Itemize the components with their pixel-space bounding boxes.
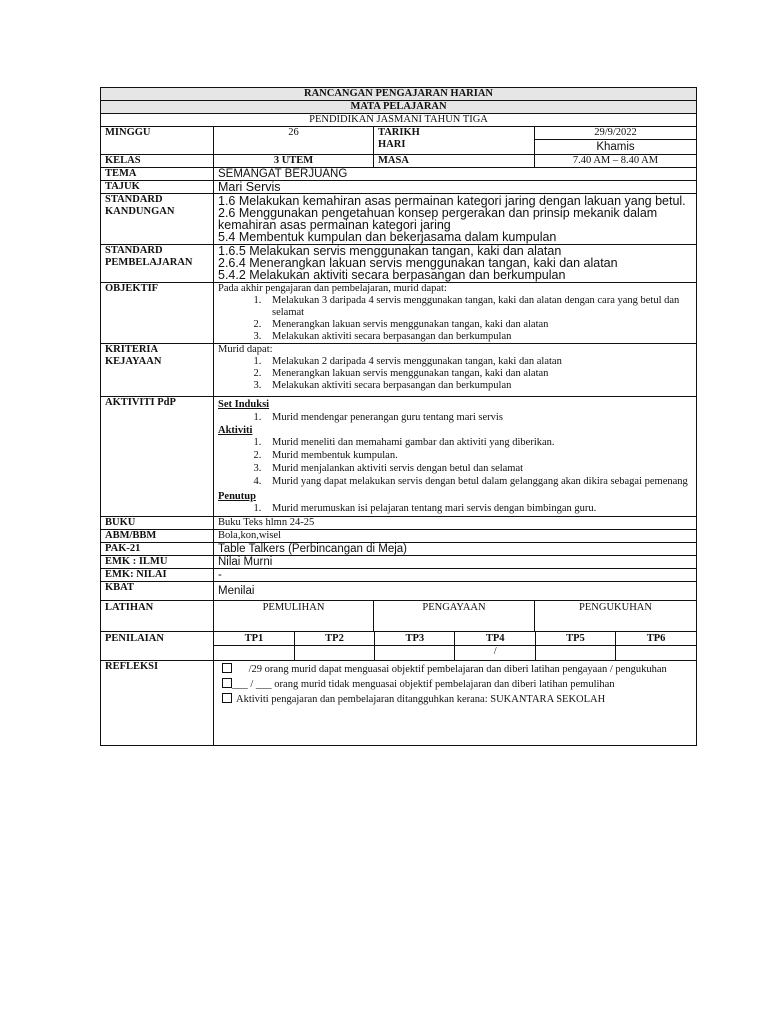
pak21-row: [101, 543, 697, 556]
tajuk-row: [101, 181, 697, 194]
tp-header: TP2: [294, 632, 374, 646]
penilaian-row: [101, 632, 697, 661]
latihan-label: LATIHAN: [101, 601, 214, 632]
kelas-row: [101, 155, 697, 168]
list-item: 2. Menerangkan lakuan servis menggunakan tangan, kaki dan alatan: [264, 319, 692, 331]
standard-kandungan-item: 5.4 Membentuk kumpulan dan bekerjasama dalam kumpulan: [218, 230, 557, 244]
list-item: 4. Murid yang dapat melakukan servis dengan betul dalam gelanggang akan dikira sebagai pemenang: [264, 476, 692, 489]
checkbox-icon[interactable]: [222, 678, 232, 688]
emk-ilmu-label: EMK : ILMU: [101, 556, 214, 569]
objektif-list: [218, 295, 692, 343]
tp-header: TP4: [455, 632, 535, 646]
list-item: 2. Menerangkan lakuan servis menggunakan tangan, kaki dan alatan: [264, 368, 692, 380]
table-row: [214, 646, 696, 661]
minggu-row: [101, 127, 697, 155]
tp-mark: [535, 646, 615, 661]
refleksi-line: [222, 693, 690, 706]
aktiviti-heading: Aktiviti: [218, 424, 253, 436]
table-row: [214, 632, 696, 646]
standard-pembelajaran-item: 1.6.5 Melakukan servis menggunakan tangan, kaki dan alatan: [218, 244, 562, 258]
kriteria-label: KRITERIA KEJAYAAN: [101, 344, 214, 397]
latihan-option: PEMULIHAN: [214, 601, 374, 632]
objektif-label: OBJEKTIF: [101, 283, 214, 344]
tp-mark: [375, 646, 455, 661]
tajuk-label: TAJUK: [101, 181, 214, 194]
pak21-label: PAK-21: [101, 543, 214, 556]
list-item: 3. Melakukan aktiviti secara berpasangan dan berkumpulan: [264, 331, 692, 343]
subject-label: MATA PELAJARAN: [101, 101, 697, 114]
list-item: 1. Murid meneliti dan memahami gambar dan aktiviti yang diberikan.: [264, 437, 692, 450]
aktiviti-row: [101, 397, 697, 517]
standard-kandungan-list: [214, 194, 697, 245]
tarikh-hari-label-cell: [374, 127, 535, 155]
subject-label-row: [101, 101, 697, 114]
refleksi-text: Aktiviti pengajaran dan pembelajaran ditangguhkan kerana: SUKANTARA SEKOLAH: [236, 694, 606, 706]
buku-value: Buku Teks hlmn 24-25: [214, 517, 697, 530]
list-item: 1. Melakukan 2 daripada 4 servis menggunakan tangan, kaki dan alatan: [264, 356, 692, 368]
lesson-plan-table: [100, 87, 697, 746]
tema-value: SEMANGAT BERJUANG: [214, 168, 697, 181]
list-item: 3. Melakukan aktiviti secara berpasangan dan berkumpulan: [264, 380, 692, 392]
penilaian-label: PENILAIAN: [101, 632, 214, 661]
objektif-intro: Pada akhir pengajaran dan pembelajaran, murid dapat:: [218, 283, 447, 294]
list-item: 1. Murid mendengar penerangan guru tentang mari servis: [264, 412, 692, 425]
abm-row: [101, 530, 697, 543]
latihan-option: PENGUKUHAN: [535, 601, 697, 632]
refleksi-label: REFLEKSI: [101, 661, 214, 746]
checkbox-icon[interactable]: [222, 663, 232, 673]
refleksi-text: orang murid tidak menguasai objektif pembelajaran dan diberi latihan pemulihan: [274, 679, 615, 691]
latihan-row: [101, 601, 697, 632]
emk-ilmu-row: [101, 556, 697, 569]
pak21-value: Table Talkers (Perbincangan di Meja): [214, 543, 697, 556]
emk-nilai-label: EMK: NILAI: [101, 569, 214, 582]
kelas-value: 3 UTEM: [214, 155, 374, 168]
kbat-value: Menilai: [214, 582, 697, 601]
refleksi-row: [101, 661, 697, 746]
aktiviti-list: [218, 437, 692, 488]
kriteria-content: [214, 344, 697, 397]
aktiviti-content: [214, 397, 697, 517]
standard-pembelajaran-row: [101, 245, 697, 283]
kriteria-list: [218, 356, 692, 392]
standard-kandungan-label: STANDARD KANDUNGAN: [101, 194, 214, 245]
standard-pembelajaran-item: 5.4.2 Melakukan aktiviti secara berpasangan dan berkumpulan: [218, 268, 566, 282]
standard-kandungan-item: 2.6 Menggunakan pengetahuan konsep pergerakan dan prinsip mekanik dalam kemahiran asas permainan kategori jaring: [218, 206, 658, 232]
tp-header: TP3: [375, 632, 455, 646]
penutup-heading: Penutup: [218, 490, 256, 502]
page-title: RANCANGAN PENGAJARAN HARIAN: [101, 88, 697, 101]
title-row: [101, 88, 697, 101]
kbat-label: KBAT: [101, 582, 214, 601]
kriteria-intro: Murid dapat:: [218, 344, 273, 355]
tema-row: [101, 168, 697, 181]
refleksi-count-blank: ___ / ___: [232, 679, 272, 691]
standard-pembelajaran-label: STANDARD PEMBELAJARAN: [101, 245, 214, 283]
objektif-row: [101, 283, 697, 344]
objektif-content: [214, 283, 697, 344]
minggu-value: 26: [214, 127, 374, 155]
list-item: 1. Melakukan 3 daripada 4 servis menggunakan tangan, kaki dan alatan dengan cara yang betul dan selamat: [264, 295, 692, 319]
standard-kandungan-row: [101, 194, 697, 245]
tp-mark: /: [455, 646, 535, 661]
minggu-label: MINGGU: [101, 127, 214, 155]
tp-header: TP1: [214, 632, 294, 646]
buku-label: BUKU: [101, 517, 214, 530]
hari-value: Khamis: [596, 141, 635, 153]
set-induksi-list: [218, 412, 692, 425]
refleksi-line: [222, 663, 690, 676]
standard-pembelajaran-item: 2.6.4 Menerangkan lakuan servis menggunakan tangan, kaki dan alatan: [218, 256, 618, 270]
standard-pembelajaran-list: [214, 245, 697, 283]
tp-header: TP5: [535, 632, 615, 646]
penilaian-grid: [214, 632, 697, 661]
tarikh-hari-value-cell: [535, 127, 697, 155]
refleksi-content: [214, 661, 697, 746]
penutup-list: [218, 503, 692, 516]
kbat-row: [101, 582, 697, 601]
masa-label: MASA: [374, 155, 535, 168]
tp-mark: [294, 646, 374, 661]
hari-label: HARI: [378, 139, 406, 150]
list-item: 1. Murid merumuskan isi pelajaran tentang mari servis dengan bimbingan guru.: [264, 503, 692, 516]
aktiviti-label: AKTIVITI PdP: [101, 397, 214, 517]
standard-kandungan-item: 1.6 Melakukan kemahiran asas permainan kategori jaring dengan lakuan yang betul.: [218, 194, 686, 208]
refleksi-text: /29 orang murid dapat menguasai objektif pembelajaran dan diberi latihan pengayaan / pengukuhan: [248, 664, 667, 676]
tp-header: TP6: [616, 632, 696, 646]
tajuk-value: Mari Servis: [214, 181, 697, 194]
masa-value: 7.40 AM – 8.40 AM: [535, 155, 697, 168]
tarikh-label: TARIKH: [378, 127, 420, 138]
kelas-label: KELAS: [101, 155, 214, 168]
set-induksi-heading: Set Induksi: [218, 399, 270, 410]
emk-nilai-value: -: [214, 569, 697, 582]
emk-ilmu-value: Nilai Murni: [214, 556, 697, 569]
abm-label: ABM/BBM: [101, 530, 214, 543]
checkbox-icon[interactable]: [222, 693, 232, 703]
tp-mark: [214, 646, 294, 661]
penilaian-levels-table: [214, 632, 696, 660]
refleksi-line: [222, 678, 690, 691]
tp-mark: [616, 646, 696, 661]
kriteria-row: [101, 344, 697, 397]
buku-row: [101, 517, 697, 530]
tarikh-value: 29/9/2022: [535, 127, 696, 140]
emk-nilai-row: [101, 569, 697, 582]
list-item: 2. Murid membentuk kumpulan.: [264, 450, 692, 463]
subject-value: PENDIDIKAN JASMANI TAHUN TIGA: [101, 114, 697, 127]
abm-value: Bola,kon,wisel: [214, 530, 697, 543]
subject-value-row: [101, 114, 697, 127]
latihan-option: PENGAYAAN: [374, 601, 535, 632]
tema-label: TEMA: [101, 168, 214, 181]
list-item: 3. Murid menjalankan aktiviti servis dengan betul dan selamat: [264, 463, 692, 476]
